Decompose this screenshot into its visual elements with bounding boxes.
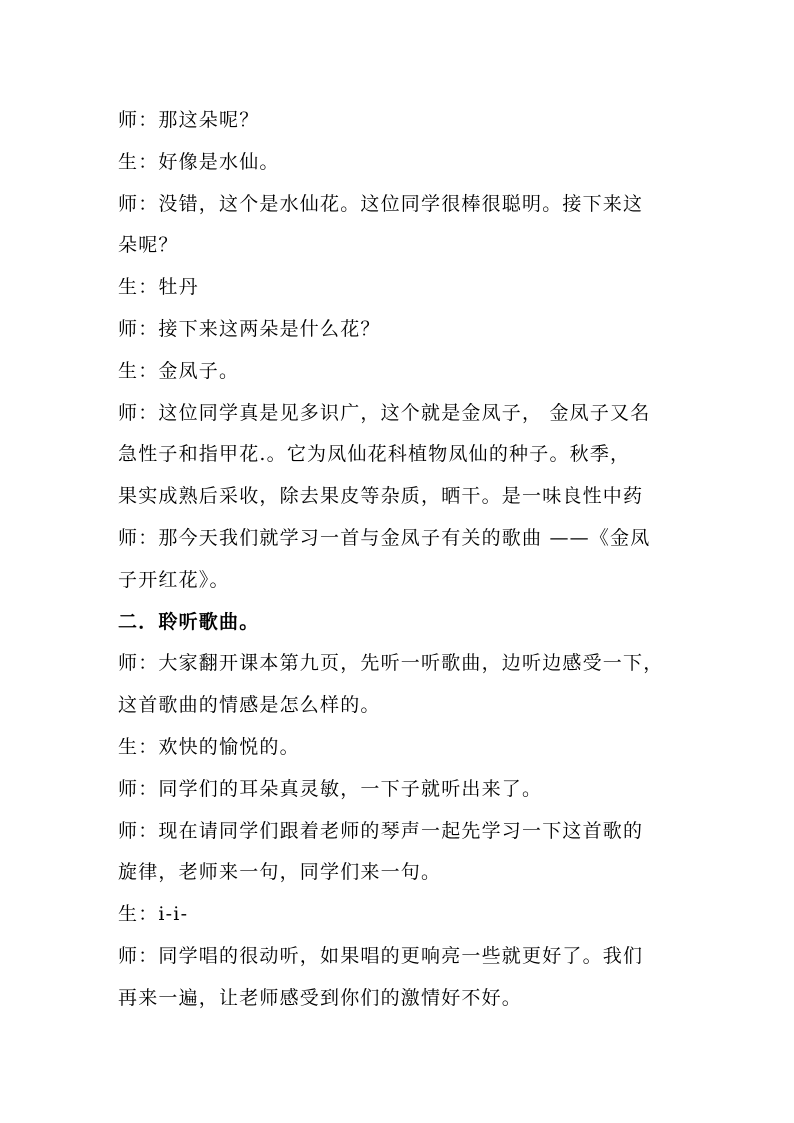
text-line: 师：同学们的耳朵真灵敏，一下子就听出来了。	[118, 777, 543, 800]
text-line: 生：i-i-	[118, 903, 189, 926]
text-line: 这首歌曲的情感是怎么样的。	[118, 694, 381, 717]
text-line: 师：那这朵呢？	[118, 109, 260, 131]
text-line: 旋律，老师来一句，同学们来一句。	[118, 861, 442, 884]
text-line: 子开红花》。	[118, 568, 230, 591]
document-page	[118, 100, 678, 1020]
text-line: 师：这位同学真是见多识广，这个就是金凤子， 金凤子又名	[118, 401, 651, 424]
text-line: 生：欢快的愉悦的。	[118, 735, 300, 758]
text-line: 师：那今天我们就学习一首与金凤子有关的歌曲 ——《金凤	[118, 526, 651, 549]
text-line: 生：好像是水仙。	[118, 150, 280, 173]
text-line: 师：同学唱的很动听，如果唱的更响亮一些就更好了。我们	[118, 944, 644, 967]
text-line: 师：大家翻开课本第九页，先听一听歌曲，边听边感受一下，	[118, 652, 664, 675]
section-heading: 二．聆听歌曲。	[118, 610, 260, 633]
text-line: 师：现在请同学们跟着老师的琴声一起先学习一下这首歌的	[118, 819, 644, 842]
text-line: 师：没错，这个是水仙花。这位同学很棒很聪明。接下来这	[118, 192, 644, 215]
text-line: 生：金凤子。	[118, 359, 240, 382]
text-line: 急性子和指甲花.。它为凤仙花科植物凤仙的种子。秋季，	[118, 443, 631, 466]
text-line: 果实成熟后采收，除去果皮等杂质，晒干。是一味良性中药	[118, 485, 644, 508]
text-line: 师：接下来这两朵是什么花？	[118, 317, 381, 340]
text-line: 朵呢？	[118, 234, 179, 257]
text-line: 再来一遍，让老师感受到你们的激情好不好。	[118, 986, 523, 1009]
text-line: 生：牡丹	[118, 276, 199, 299]
